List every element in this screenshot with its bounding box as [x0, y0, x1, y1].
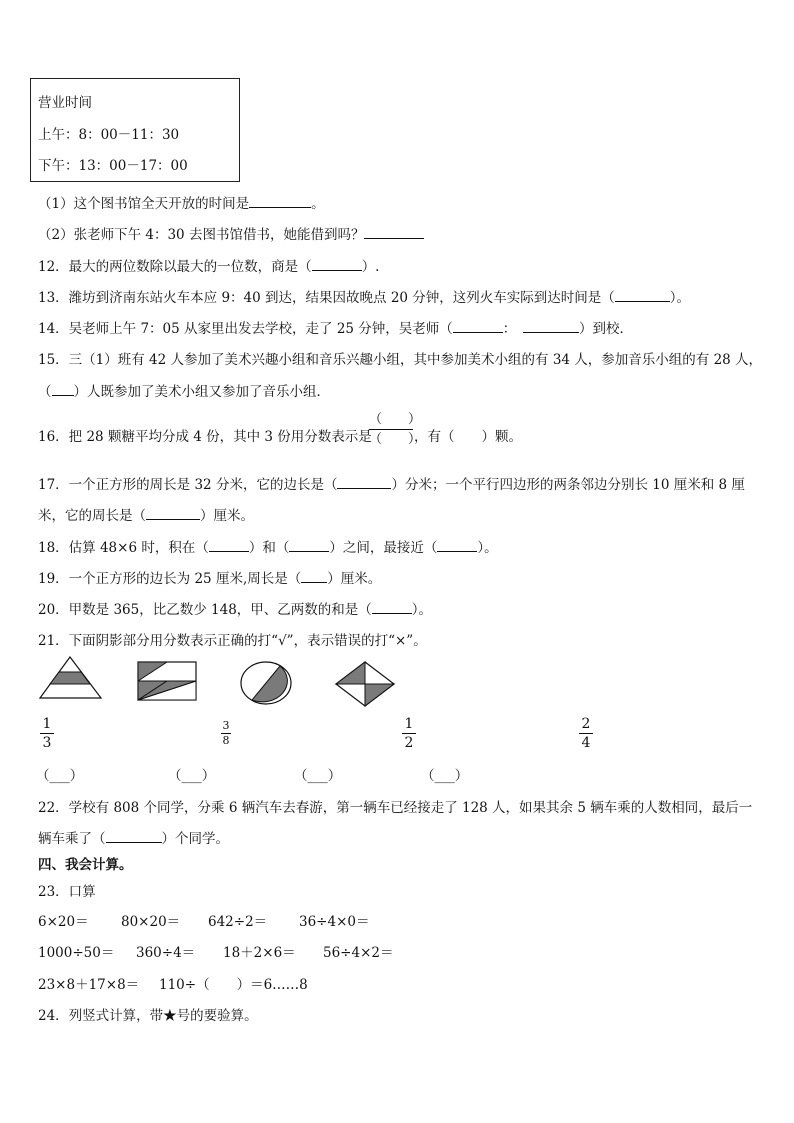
question-16-end: ，有（ ）颗。: [414, 429, 522, 445]
calc-1c: 642÷2＝: [208, 914, 268, 930]
answer-blank[interactable]: [106, 830, 162, 843]
question-19: 19．一个正方形的边长为 25 厘米,周长是（ ）厘米。: [38, 571, 382, 587]
question-16-fraction[interactable]: （ ） （ ）: [369, 412, 422, 447]
fraction-1: 1 3: [40, 716, 54, 751]
question-22-line-1: 22．学校有 808 个同学，分乘 6 辆汽车去春游，第一辆车已经接走了 128 人，如果其余 5 辆车乘的人数相同，最后一: [38, 800, 753, 816]
calc-3b: 110÷（ ）＝6……8: [159, 977, 308, 993]
question-17-line-1: 17．一个正方形的周长是 32 分米，它的边长是（ ）分米；一个平行四边形的两条邻边分别长 10 厘米和 8 厘: [38, 477, 745, 493]
fraction-2: 3 8: [222, 719, 230, 747]
question-20: 20．甲数是 365，比乙数少 148，甲、乙两数的和是（ ）。: [38, 602, 433, 618]
calc-1a: 6×20＝: [38, 914, 89, 930]
afternoon-hours: 下午：13：00－17：00: [38, 158, 188, 174]
answer-slot-2[interactable]: （___）: [168, 768, 216, 784]
question-13: 13．潍坊到济南东站火车本应 9：40 到达，结果因故晚点 20 分钟，这列火车实际到达时间是（ ）。: [38, 290, 691, 306]
question-14: 14．吴老师上午 7：05 从家里出发去学校，走了 25 分钟，吴老师（ ： ）到校．: [38, 321, 634, 337]
question-15-line-2: （ ）人既参加了美术小组又参加了音乐小组．: [38, 384, 330, 400]
morning-hours: 上午：8：00－11：30: [38, 127, 180, 143]
question-21: 21．下面阴影部分用分数表示正确的打“√”，表示错误的打“×”。: [38, 633, 427, 649]
question-22-line-2: 辆车乘了（ ）个同学。: [38, 831, 229, 847]
opening-hours-title: 营业时间: [38, 95, 92, 111]
answer-slot-3[interactable]: （___）: [294, 768, 342, 784]
question-16: 16．把 28 颗糖平均分成 4 份，其中 3 份用分数表示是: [38, 429, 372, 445]
rectangle-figure: [138, 662, 196, 700]
question-12: 12．最大的两位数除以最大的一位数，商是（ ）.: [38, 259, 380, 275]
question-23: 23．口算: [38, 884, 96, 900]
answer-slot-4[interactable]: （___）: [421, 768, 469, 784]
calc-2c: 18＋2×6＝: [223, 945, 296, 961]
calc-2d: 56÷4×2＝: [323, 945, 394, 961]
question-18: 18．估算 48×6 时，积在（ ）和（ ）之间，最接近（ ）。: [38, 540, 498, 556]
question-17-line-2: 米，它的周长是（ ）厘米。: [38, 508, 254, 524]
diamond-figure: [336, 662, 394, 706]
fraction-4: 2 4: [579, 716, 593, 751]
triangle-figure: [40, 657, 101, 698]
circle-figure: [241, 662, 291, 704]
question-24: 24．列竖式计算，带★号的要验算。: [38, 1008, 258, 1024]
calc-1b: 80×20＝: [121, 914, 181, 930]
calc-2a: 1000÷50＝: [38, 945, 115, 961]
question-15-line-1: 15．三（1）班有 42 人参加了美术兴趣小组和音乐兴趣小组，其中参加美术小组的有 34 人，参加音乐小组的有 28 人，: [38, 352, 763, 368]
question-11-1: （1）这个图书馆全天开放的时间是 。: [38, 196, 325, 212]
calc-3a: 23×8＋17×8＝: [38, 977, 140, 993]
section-4-heading: 四、我会计算。: [38, 857, 133, 873]
calc-2b: 360÷4＝: [136, 945, 196, 961]
answer-slot-1[interactable]: （___）: [36, 768, 84, 784]
calc-1d: 36÷4×0＝: [299, 914, 370, 930]
fraction-3: 1 2: [402, 716, 416, 751]
question-11-2: （2）张老师下午 4：30 去图书馆借书，她能借到吗？: [38, 223, 424, 243]
